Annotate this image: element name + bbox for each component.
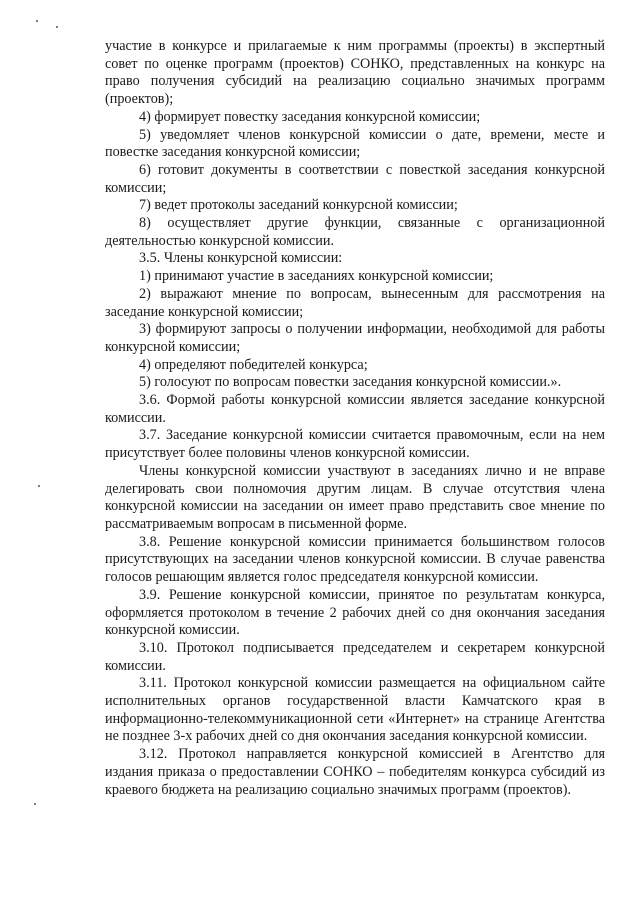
section-3-8: 3.8. Решение конкурсной комиссии принимается большинством голосов присутствующих на заседании членов конкурсной комиссии. В случае равенства голосов решающим является голос председателя конкурсной комиссии. xyxy=(105,533,605,586)
paragraph-item-8: 8) осуществляет другие функции, связанные с организационной деятельностью конкурсной комиссии. xyxy=(105,215,605,249)
scan-speck xyxy=(34,803,36,805)
section-3-12: 3.12. Протокол направляется конкурсной комиссией в Агентство для издания приказа о предоставлении СОНКО – победителям конкурса субсидий из краевого бюджета на реализацию социально значимых программ (проектов). xyxy=(105,746,605,798)
paragraph-intro: участие в конкурсе и прилагаемые к ним программы (проекты) в экспертный совет по оценке программ (проектов) СОНКО, представленных на конкурс на право получения субсидий на реализацию социально значимых программ (проектов); xyxy=(105,38,605,108)
paragraph-3-5-item-1: 1) принимают участие в заседаниях конкурсной комиссии; xyxy=(139,268,494,285)
paragraph-item-4: 4) формирует повестку заседания конкурсной комиссии; xyxy=(139,108,481,125)
scan-speck xyxy=(38,485,40,487)
document-page xyxy=(105,38,605,799)
scan-speck xyxy=(56,26,58,28)
paragraph-3-5-item-3: 3) формируют запросы о получении информации, необходимой для работы конкурсной комиссии; xyxy=(105,321,605,355)
section-3-5-heading: 3.5. Члены конкурсной комиссии: xyxy=(139,250,343,267)
paragraph-item-7: 7) ведет протоколы заседаний конкурсной комиссии; xyxy=(139,197,458,214)
section-3-6: 3.6. Формой работы конкурсной комиссии является заседание конкурсной комиссии. xyxy=(105,392,605,426)
paragraph-item-5: 5) уведомляет членов конкурсной комиссии о дате, времени, месте и повестке заседания конкурсной комиссии; xyxy=(105,126,605,161)
section-3-7-continued: Члены конкурсной комиссии участвуют в заседаниях лично и не вправе делегировать свои полномочия другим лицам. В случае отсутствия члена конкурсной комиссии на заседании он имеет право представить свое мнение по рассматриваемым вопросам в письменной форме. xyxy=(105,462,605,532)
section-3-11: 3.11. Протокол конкурсной комиссии размещается на официальном сайте исполнительных органов государственной власти Камчатского края в информационно-телекоммуникационной сети «Интернет» на странице Агентства не позднее 3-х рабочих дней со дня окончания заседания конкурсной комиссии. xyxy=(105,675,605,745)
paragraph-3-5-item-2: 2) выражают мнение по вопросам, вынесенным для рассмотрения на заседание конкурсной комиссии; xyxy=(105,285,605,320)
section-3-7: 3.7. Заседание конкурсной комиссии считается правомочным, если на нем присутствует более половины членов конкурсной комиссии. xyxy=(105,427,605,462)
section-3-10: 3.10. Протокол подписывается председателем и секретарем конкурсной комиссии. xyxy=(105,639,605,674)
paragraph-3-5-item-5: 5) голосуют по вопросам повестки заседания конкурсной комиссии.». xyxy=(139,374,562,391)
section-3-9: 3.9. Решение конкурсной комиссии, принятое по результатам конкурса, оформляется протоколом в течение 2 рабочих дней со дня окончания заседания конкурсной комиссии. xyxy=(105,586,605,639)
scan-speck xyxy=(36,20,38,22)
paragraph-3-5-item-4: 4) определяют победителей конкурса; xyxy=(139,356,368,373)
paragraph-item-6: 6) готовит документы в соответствии с повесткой заседания конкурсной комиссии; xyxy=(105,161,605,196)
